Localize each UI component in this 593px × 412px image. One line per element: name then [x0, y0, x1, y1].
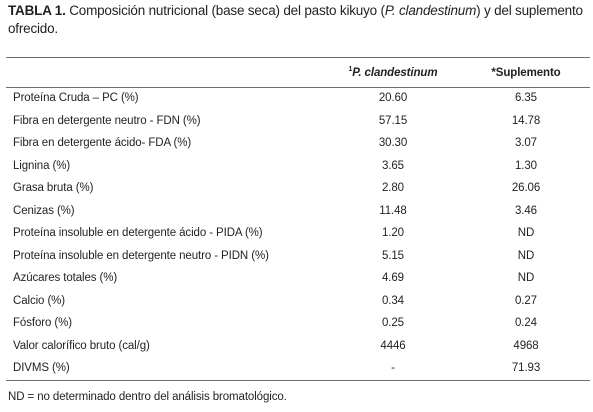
kikuyo-value: 2.80 [382, 182, 404, 195]
table-row [6, 155, 590, 178]
table-row [6, 132, 590, 155]
caption-text-after: ) y del suplemento ofrecido. [8, 3, 583, 36]
suplemento-value: 3.07 [515, 137, 537, 150]
header-kikuyo-label: P. clandestinum [352, 67, 438, 79]
suplemento-value: 0.24 [515, 317, 537, 330]
table-row [6, 87, 590, 110]
kikuyo-value: 4.69 [382, 272, 404, 285]
table-row [6, 177, 590, 200]
table-footnote: ND = no determinado dentro del análisis bromatológico. [8, 391, 287, 403]
table-row [6, 200, 590, 223]
caption-species: P. clandestinum [384, 3, 477, 18]
table-row [6, 335, 590, 358]
nutrient-label: Azúcares totales (%) [13, 272, 118, 285]
table-number: TABLA 1. [8, 3, 66, 18]
table-row [6, 245, 590, 268]
nutrient-label: Valor calorífico bruto (cal/g) [13, 339, 150, 352]
nutrient-label: Grasa bruta (%) [13, 182, 94, 195]
suplemento-value: ND [517, 227, 535, 240]
nutrient-label: Lignina (%) [13, 159, 71, 172]
suplemento-value: 14.78 [511, 114, 541, 127]
nutrient-label: Proteína insoluble en detergente neutro - PIDN (%) [13, 249, 269, 262]
table-row [6, 312, 590, 335]
nutrient-label: Cenizas (%) [13, 204, 75, 217]
kikuyo-value: 11.48 [379, 204, 407, 217]
nutrient-label: DIVMS (%) [13, 362, 70, 375]
nutrient-label: Proteína Cruda – PC (%) [13, 92, 139, 105]
header-kikuyo-footnote-mark: 1 [348, 66, 353, 73]
nutrient-label: Fósforo (%) [13, 317, 72, 330]
kikuyo-value: 1.20 [382, 227, 404, 240]
table-row [6, 290, 590, 313]
kikuyo-value: 3.65 [382, 159, 404, 172]
kikuyo-value: - [391, 362, 395, 375]
suplemento-value: 1.30 [515, 159, 537, 172]
kikuyo-value: 0.34 [382, 294, 404, 307]
kikuyo-value: 4446 [380, 339, 406, 352]
table-row [6, 222, 590, 245]
suplemento-value: 3.46 [515, 204, 537, 217]
suplemento-value: 6.35 [515, 92, 537, 105]
kikuyo-value: 0.25 [382, 317, 404, 330]
header-nutrient [6, 58, 324, 87]
table-caption [8, 2, 588, 38]
nutrient-label: Fibra en detergente ácido- FDA (%) [13, 137, 192, 150]
suplemento-value: ND [517, 249, 535, 262]
suplemento-value: 0.27 [515, 294, 537, 307]
nutrient-label: Calcio (%) [13, 294, 66, 307]
table-bottom-rule [6, 380, 590, 381]
header-suplemento: *Suplemento [491, 66, 561, 79]
table-header-row [6, 58, 590, 87]
nutrient-label: Proteína insoluble en detergente ácido - PIDA (%) [13, 227, 263, 240]
table-row [6, 110, 590, 133]
table-row [6, 357, 590, 380]
suplemento-value: 71.93 [511, 362, 541, 375]
caption-text-before: Composición nutricional (base seca) del pasto kikuyo ( [65, 3, 385, 18]
kikuyo-value: 30.30 [378, 137, 408, 150]
kikuyo-value: 20.60 [378, 92, 408, 105]
table-row [6, 267, 590, 290]
kikuyo-value: 5.15 [382, 249, 404, 262]
suplemento-value: 26.06 [511, 182, 541, 195]
suplemento-value: ND [517, 272, 535, 285]
nutrient-label: Fibra en detergente neutro - FDN (%) [13, 114, 201, 127]
header-kikuyo [324, 58, 462, 87]
suplemento-value: 4968 [513, 339, 539, 352]
kikuyo-value: 57.15 [378, 114, 408, 127]
nutrition-table [6, 58, 590, 380]
